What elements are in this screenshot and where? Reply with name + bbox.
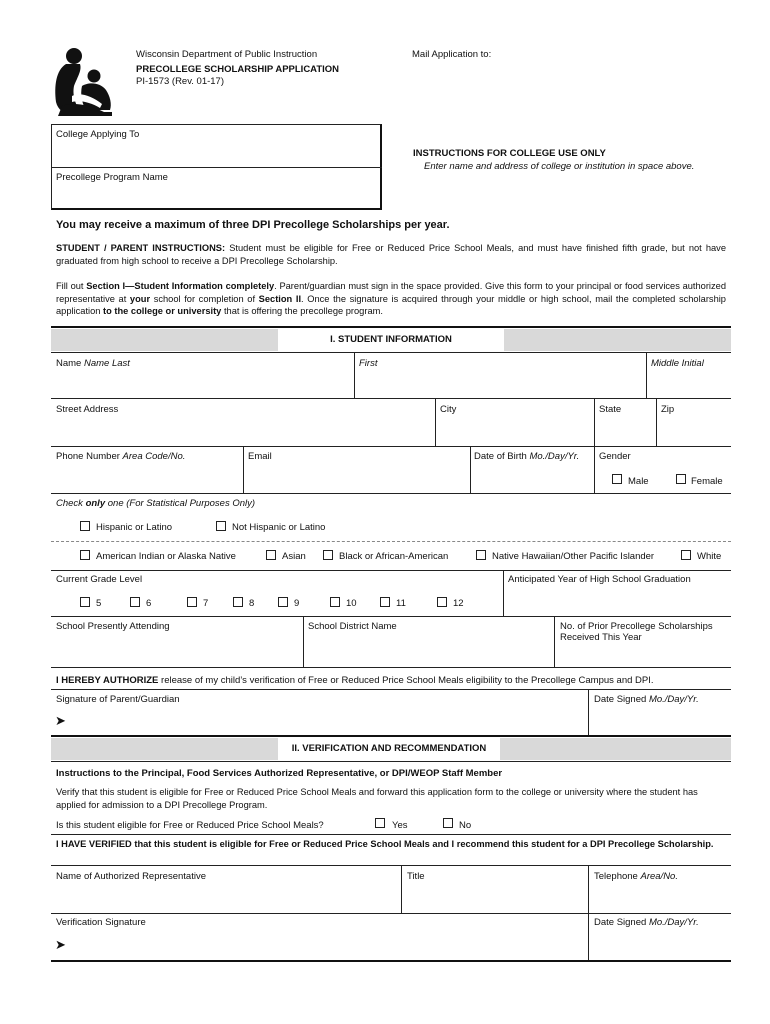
male-label: Male (628, 476, 649, 487)
not-hispanic-checkbox[interactable] (216, 521, 226, 531)
city-label: City (440, 404, 457, 415)
verification-date-label: Date Signed Mo./Day/Yr. (594, 917, 699, 928)
grade-6-label: 6 (146, 598, 152, 609)
check-one-label: Check only one (For Statistical Purposes Only) (56, 498, 256, 509)
asian-checkbox[interactable] (266, 550, 276, 560)
gender-label: Gender (599, 451, 631, 462)
dob-label: Date of Birth Mo./Day/Yr. (474, 451, 580, 462)
black-checkbox[interactable] (323, 550, 333, 560)
phone-label: Phone Number Area Code/No. (56, 451, 186, 462)
authorize-statement: I HEREBY AUTHORIZE release of my child’s verification of Free or Reduced Price School Meals eligibility to the Precollege Campus and DPI. (56, 675, 654, 686)
phone-field[interactable] (52, 463, 241, 491)
last-name-field[interactable] (52, 370, 352, 396)
school-attending-field[interactable] (52, 633, 301, 665)
grade-6-checkbox[interactable] (130, 597, 140, 607)
first-name-label: First (359, 358, 378, 369)
native-hawaiian-label: Native Hawaiian/Other Pacific Islander (492, 551, 655, 562)
verification-signature-label: Verification Signature (56, 917, 146, 928)
grad-year-field[interactable] (505, 586, 730, 614)
first-name-field[interactable] (356, 370, 644, 396)
black-label: Black or African-American (339, 551, 449, 562)
college-instructions-text: Enter name and address of college or institution in space above. (424, 161, 695, 172)
prior-scholarships-label: No. of Prior Precollege Scholarships (560, 621, 713, 632)
verification-date-field[interactable] (590, 930, 730, 958)
parent-date-signed-label: Date Signed Mo./Day/Yr. (594, 694, 699, 705)
form-number: PI-1573 (Rev. 01-17) (136, 76, 225, 87)
grade-10-checkbox[interactable] (330, 597, 340, 607)
agency-name: Wisconsin Department of Public Instruction (136, 49, 318, 60)
female-label: Female (691, 476, 723, 487)
dob-field[interactable] (472, 463, 592, 491)
college-instructions-title: INSTRUCTIONS FOR COLLEGE USE ONLY (413, 148, 606, 159)
zip-field[interactable] (658, 416, 730, 444)
state-field[interactable] (596, 416, 654, 444)
grade-7-label: 7 (203, 598, 209, 609)
grade-9-checkbox[interactable] (278, 597, 288, 607)
grade-11-label: 11 (396, 598, 406, 609)
zip-label: Zip (661, 404, 675, 415)
male-checkbox[interactable] (612, 474, 622, 484)
street-address-label: Street Address (56, 404, 119, 415)
not-hispanic-label: Not Hispanic or Latino (232, 522, 326, 533)
asian-label: Asian (282, 551, 306, 562)
max-scholarships-notice: You may receive a maximum of three DPI Precollege Scholarships per year. (56, 219, 450, 231)
sign-here-arrow-icon-2: ➤ (55, 937, 66, 952)
college-applying-label: College Applying To (56, 129, 140, 140)
prior-scholarships-field[interactable] (556, 645, 730, 665)
rep-title-field[interactable] (403, 883, 586, 911)
grade-12-label: 12 (453, 598, 464, 609)
grade-level-label: Current Grade Level (56, 574, 143, 585)
american-indian-label: American Indian or Alaska Native (96, 551, 236, 562)
grade-5-checkbox[interactable] (80, 597, 90, 607)
hispanic-checkbox[interactable] (80, 521, 90, 531)
dpi-logo (52, 46, 118, 116)
street-address-field[interactable] (52, 416, 433, 444)
student-parent-instructions: STUDENT / PARENT INSTRUCTIONS: Student must be eligible for Free or Reduced Price School Meals, and must have finished fifth grade, but not have graduated from high school to receive a DPI Precollege Scholarship. (56, 243, 726, 266)
email-label: Email (248, 451, 272, 462)
middle-initial-field[interactable] (648, 370, 730, 396)
telephone-field[interactable] (590, 883, 730, 911)
female-checkbox[interactable] (676, 474, 686, 484)
section-2-title: II. VERIFICATION AND RECOMMENDATION (278, 738, 500, 760)
school-attending-label: School Presently Attending (56, 621, 170, 632)
section-1-title: I. STUDENT INFORMATION (278, 329, 504, 351)
parent-signature-label: Signature of Parent/Guardian (56, 694, 180, 705)
grade-11-checkbox[interactable] (380, 597, 390, 607)
rep-name-field[interactable] (52, 883, 399, 911)
native-hawaiian-checkbox[interactable] (476, 550, 486, 560)
rep-title-label: Title (407, 871, 425, 882)
verification-signature-field[interactable] (72, 930, 584, 958)
eligible-no-checkbox[interactable] (443, 818, 453, 828)
rep-name-label: Name of Authorized Representative (56, 871, 206, 882)
eligible-yes-checkbox[interactable] (375, 818, 385, 828)
grade-9-label: 9 (294, 598, 300, 609)
grade-12-checkbox[interactable] (437, 597, 447, 607)
sign-here-arrow-icon: ➤ (55, 713, 66, 728)
grade-8-label: 8 (249, 598, 255, 609)
verified-statement: I HAVE VERIFIED that this student is eligible for Free or Reduced Price School Meals and I recommend this student for a DPI Precollege Scholarship. (56, 839, 714, 849)
grade-8-checkbox[interactable] (233, 597, 243, 607)
section-2-instructions-title: Instructions to the Principal, Food Services Authorized Representative, or DPI/WEOP Staff Member (56, 768, 503, 779)
program-name-field[interactable] (52, 183, 380, 208)
college-applying-field[interactable] (52, 140, 380, 166)
parent-signature-field[interactable] (72, 706, 584, 734)
name-last-label: Name Name Last (56, 358, 130, 369)
email-field[interactable] (245, 463, 468, 491)
section-2-instructions-text: Verify that this student is eligible for Free or Reduced Price School Meals and forward this application form to the college or university where the student has applied for admission to a DPI Precollege Program. (56, 787, 698, 810)
eligible-question: Is this student eligible for Free or Reduced Price School Meals? (56, 820, 324, 831)
school-district-field[interactable] (305, 633, 552, 665)
form-title: PRECOLLEGE SCHOLARSHIP APPLICATION (136, 64, 340, 75)
white-checkbox[interactable] (681, 550, 691, 560)
fill-out-instructions: Fill out Section I—Student Information completely. Parent/guardian must sign in the space provided. Give this form to your principal or food services authorized representative at your school for completion of Section II. Once the signature is acquired through your middle or high school, mail the completed scholarship application to the college or university that is offering the precollege program. (56, 281, 726, 316)
city-field[interactable] (437, 416, 592, 444)
hispanic-label: Hispanic or Latino (96, 522, 173, 533)
school-district-label: School District Name (308, 621, 397, 632)
program-name-label: Precollege Program Name (56, 172, 168, 183)
telephone-label: Telephone Area/No. (594, 871, 678, 882)
grade-10-label: 10 (346, 598, 357, 609)
parent-date-signed-field[interactable] (590, 706, 730, 734)
prior-scholarships-label-2: Received This Year (560, 632, 642, 643)
state-label: State (599, 404, 622, 415)
grade-5-label: 5 (96, 598, 102, 609)
mail-to-label: Mail Application to: (412, 49, 492, 60)
white-label: White (697, 551, 722, 562)
middle-initial-label: Middle Initial (651, 358, 704, 369)
grad-year-label: Anticipated Year of High School Graduation (508, 574, 691, 585)
eligible-no-label: No (459, 820, 472, 831)
american-indian-checkbox[interactable] (80, 550, 90, 560)
grade-7-checkbox[interactable] (187, 597, 197, 607)
eligible-yes-label: Yes (392, 820, 408, 831)
